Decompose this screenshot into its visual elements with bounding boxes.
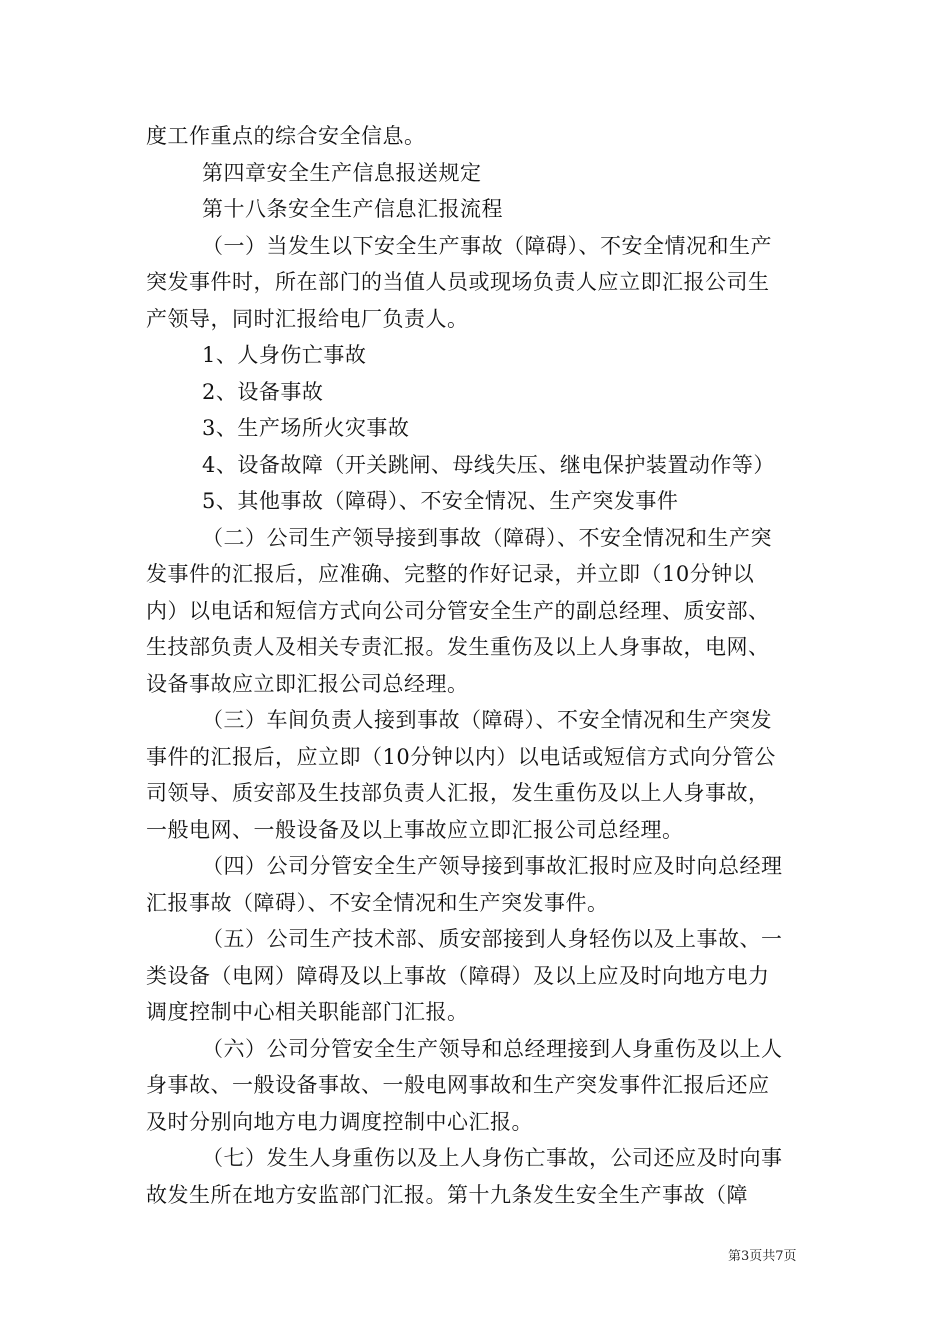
text-line: （四）公司分管安全生产领导接到事故汇报时应及时向总经理 xyxy=(202,854,783,878)
text-line: 产领导，同时汇报给电厂负责人。 xyxy=(146,306,469,331)
article-heading: 第十八条安全生产信息汇报流程 xyxy=(202,197,503,221)
text-line: （七）发生人身重伤以及上人身伤亡事故，公司还应及时向事 xyxy=(202,1146,783,1170)
text-line: 内）以电话和短信方式向公司分管安全生产的副总经理、质安部、 xyxy=(146,598,770,623)
text-line: 身事故、一般设备事故、一般电网事故和生产突发事件汇报后还应 xyxy=(146,1073,770,1097)
document-body xyxy=(146,118,806,1213)
list-item: 4、设备故障（开关跳闸、母线失压、继电保护装置动作等） xyxy=(202,452,775,477)
page-number: 第3页共7页 xyxy=(728,1249,797,1264)
text-line: （六）公司分管安全生产领导和总经理接到人身重伤及以上人 xyxy=(202,1036,783,1061)
list-item: 3、生产场所火灾事故 xyxy=(202,416,410,440)
text-line: 度工作重点的综合安全信息。 xyxy=(146,124,426,148)
text-line: 类设备（电网）障碍及以上事故（障碍）及以上应及时向地方电力 xyxy=(146,963,770,988)
text-line: 一般电网、一般设备及以上事故应立即汇报公司总经理。 xyxy=(146,817,684,842)
text-line: 突发事件时，所在部门的当值人员或现场负责人应立即汇报公司生 xyxy=(146,270,770,294)
text-line: 发事件的汇报后，应准确、完整的作好记录，并立即（10分钟以 xyxy=(146,562,755,586)
text-line: 汇报事故（障碍）、不安全情况和生产突发事件。 xyxy=(146,890,609,915)
text-line: 及时分别向地方电力调度控制中心汇报。 xyxy=(146,1109,533,1134)
text-line: 司领导、质安部及生技部负责人汇报，发生重伤及以上人身事故， xyxy=(146,781,770,805)
text-line: （一）当发生以下安全生产事故（障碍）、不安全情况和生产 xyxy=(202,233,772,258)
text-line: 调度控制中心相关职能部门汇报。 xyxy=(146,1000,469,1024)
text-line: （五）公司生产技术部、质安部接到人身轻伤以及上事故、一 xyxy=(202,927,783,951)
list-item: 1、人身伤亡事故 xyxy=(202,343,367,367)
text-line: 故发生所在地方安监部门汇报。第十九条发生安全生产事故（障 xyxy=(146,1182,748,1207)
text-line: 生技部负责人及相关专责汇报。发生重伤及以上人身事故，电网、 xyxy=(146,635,770,659)
text-line: （三）车间负责人接到事故（障碍）、不安全情况和生产突发 xyxy=(202,708,772,732)
list-item: 2、设备事故 xyxy=(202,379,324,404)
text-line: 事件的汇报后，应立即（10分钟以内）以电话或短信方式向分管公 xyxy=(146,744,776,769)
list-item: 5、其他事故（障碍）、不安全情况、生产突发事件 xyxy=(202,489,679,513)
chapter-heading: 第四章安全生产信息报送规定 xyxy=(202,160,482,185)
text-line: （二）公司生产领导接到事故（障碍）、不安全情况和生产突 xyxy=(202,525,772,550)
text-line: 设备事故应立即汇报公司总经理。 xyxy=(146,671,469,696)
